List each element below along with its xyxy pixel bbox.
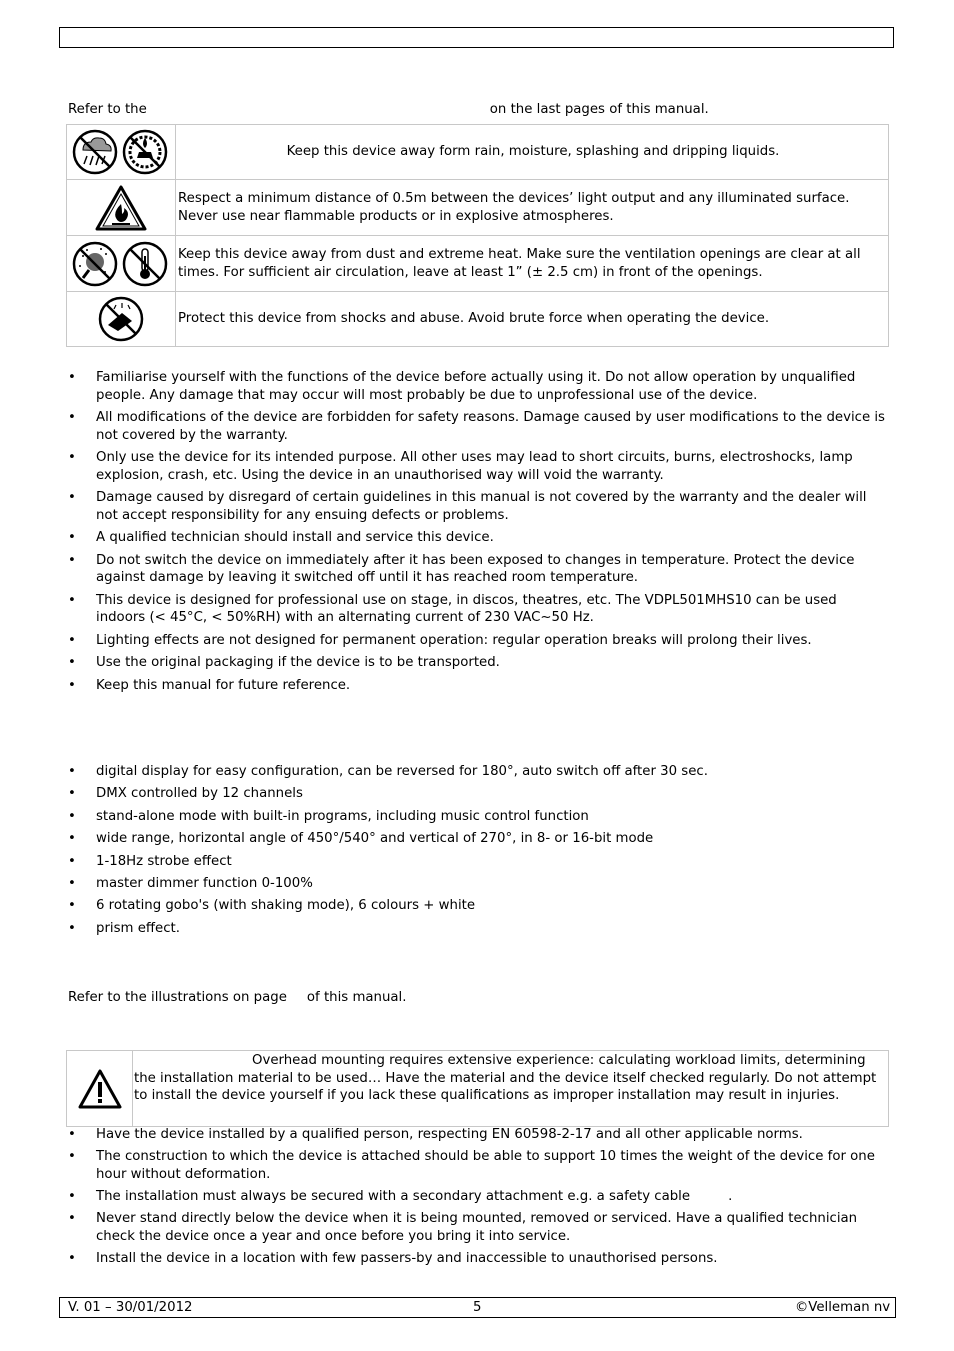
- list-item: • This device is designed for professional use on stage, in discos, theatres, etc. The VDPL501MHS10 can be used indoors (< 45°C, < 50%RH) with an alternating current of 230 VAC~50 Hz.: [68, 592, 888, 627]
- no-heat-icon: [124, 243, 166, 285]
- header-box: [59, 27, 894, 48]
- safety-icon-cell: [67, 292, 176, 347]
- safety-text-cell: Respect a minimum distance of 0.5m between the devices’ light output and any illuminated surface. Never use near flammable products or in explosive atmospheres.: [176, 180, 889, 236]
- list-item: • prism effect.: [68, 920, 888, 938]
- list-item: • 6 rotating gobo's (with shaking mode), 6 colours + white: [68, 897, 888, 915]
- features-list: [68, 763, 888, 942]
- warning-triangle-icon: [77, 1068, 123, 1110]
- safety-text-cell: Keep this device away from dust and extreme heat. Make sure the ventilation openings are clear at all times. For sufficient air circulation, leave at least 1” (± 2.5 cm) in front of the openings.: [176, 236, 889, 292]
- list-item: • master dimmer function 0-100%: [68, 875, 888, 893]
- installation-warning-box: [66, 1050, 889, 1127]
- refer-illustrations-text: [68, 101, 709, 119]
- safety-row: [67, 180, 889, 236]
- footer-version: V. 01 – 30/01/2012: [68, 1300, 193, 1315]
- list-item: • digital display for easy configuration, can be reversed for 180°, auto switch off after 30 sec.: [68, 763, 888, 781]
- no-dust-heat-icons: [71, 240, 171, 288]
- list-item: • All modifications of the device are forbidden for safety reasons. Damage caused by user modifications to the device is not covered by the warranty.: [68, 409, 888, 444]
- no-rain-icon: [74, 131, 116, 173]
- list-item: • The construction to which the device is attached should be able to support 10 times the weight of the device for one hour without deformation.: [68, 1148, 888, 1183]
- installation-list: [68, 1126, 888, 1272]
- refer-bottom-after: of this manual.: [306, 990, 407, 1005]
- list-item: • Have the device installed by a qualified person, respecting EN 60598-2-17 and all other applicable norms.: [68, 1126, 888, 1144]
- refer-top-before: Refer to the: [68, 102, 147, 117]
- list-item: • Never stand directly below the device when it is being mounted, removed or serviced. Have a qualified technician check the device once a year and once before you bring it into service.: [68, 1210, 888, 1245]
- refer-top-after: on the last pages of this manual.: [489, 102, 709, 117]
- safety-row: [67, 125, 889, 180]
- general-guidelines-list: [68, 369, 888, 699]
- safety-row: [67, 292, 889, 347]
- list-item: • Familiarise yourself with the functions of the device before actually using it. Do not allow operation by unqualified people. Any damage that may occur will most probably be due to unprofessional use of the device.: [68, 369, 888, 404]
- list-item-text: The installation must always be secured with a secondary attachment e.g. a safety cable: [96, 1189, 691, 1205]
- list-item: • A qualified technician should install and service this device.: [68, 529, 888, 547]
- safety-text-cell: Keep this device away form rain, moisture, splashing and dripping liquids.: [176, 125, 889, 180]
- list-item: • Keep this manual for future reference.: [68, 677, 888, 695]
- list-item-suffix: .: [728, 1189, 733, 1205]
- no-shock-icon: [96, 295, 146, 343]
- no-dust-icon: [74, 243, 116, 285]
- refer-overview-text: [68, 989, 406, 1007]
- list-item: • Do not switch the device on immediately after it has been exposed to changes in temperature. Protect the device against damage by leaving it switched off until it has reached room temperature.: [68, 552, 888, 587]
- list-item: • Use the original packaging if the device is to be transported.: [68, 654, 888, 672]
- no-rain-moisture-icons: [71, 128, 171, 176]
- list-item: • DMX controlled by 12 channels: [68, 785, 888, 803]
- safety-text-cell: Protect this device from shocks and abuse. Avoid brute force when operating the device.: [176, 292, 889, 347]
- list-item: • stand-alone mode with built-in programs, including music control function: [68, 808, 888, 826]
- list-item: • 1-18Hz strobe effect: [68, 853, 888, 871]
- safety-icon-cell: [67, 125, 176, 180]
- safety-table: [66, 124, 889, 347]
- safety-row: [67, 236, 889, 292]
- list-item: • wide range, horizontal angle of 450°/540° and vertical of 270°, in 8- or 16-bit mode: [68, 830, 888, 848]
- installation-warning-body: Overhead mounting requires extensive experience: calculating workload limits, determining the installation material to be used… Have the material and the device itself checked regularly. Do not attempt to install the device yourself if you lack these qualifications as improper installation may result in injuries.: [134, 1053, 877, 1103]
- list-item: • Damage caused by disregard of certain guidelines in this manual is not covered by the warranty and the dealer will not accept responsibility for any ensuing defects or problems.: [68, 489, 888, 524]
- warning-icon-cell: [67, 1051, 133, 1126]
- footer-copyright: ©Velleman nv: [795, 1300, 891, 1315]
- footer-page-number: 5: [473, 1300, 482, 1315]
- flammable-warning-icon: [94, 184, 148, 232]
- no-moisture-icon: [124, 131, 166, 173]
- list-item: [68, 1188, 888, 1206]
- list-item: • Install the device in a location with few passers-by and inaccessible to unauthorised persons.: [68, 1250, 888, 1268]
- list-item: • Only use the device for its intended purpose. All other uses may lead to short circuits, burns, electroshocks, lamp explosion, crash, etc. Using the device in an unauthorised way will void the warranty.: [68, 449, 888, 484]
- refer-bottom-before: Refer to the illustrations on page: [68, 990, 287, 1005]
- installation-warning-text: [134, 1052, 884, 1105]
- list-item: • Lighting effects are not designed for permanent operation: regular operation breaks will prolong their lives.: [68, 632, 888, 650]
- safety-icon-cell: [67, 236, 176, 292]
- safety-icon-cell: [67, 180, 176, 236]
